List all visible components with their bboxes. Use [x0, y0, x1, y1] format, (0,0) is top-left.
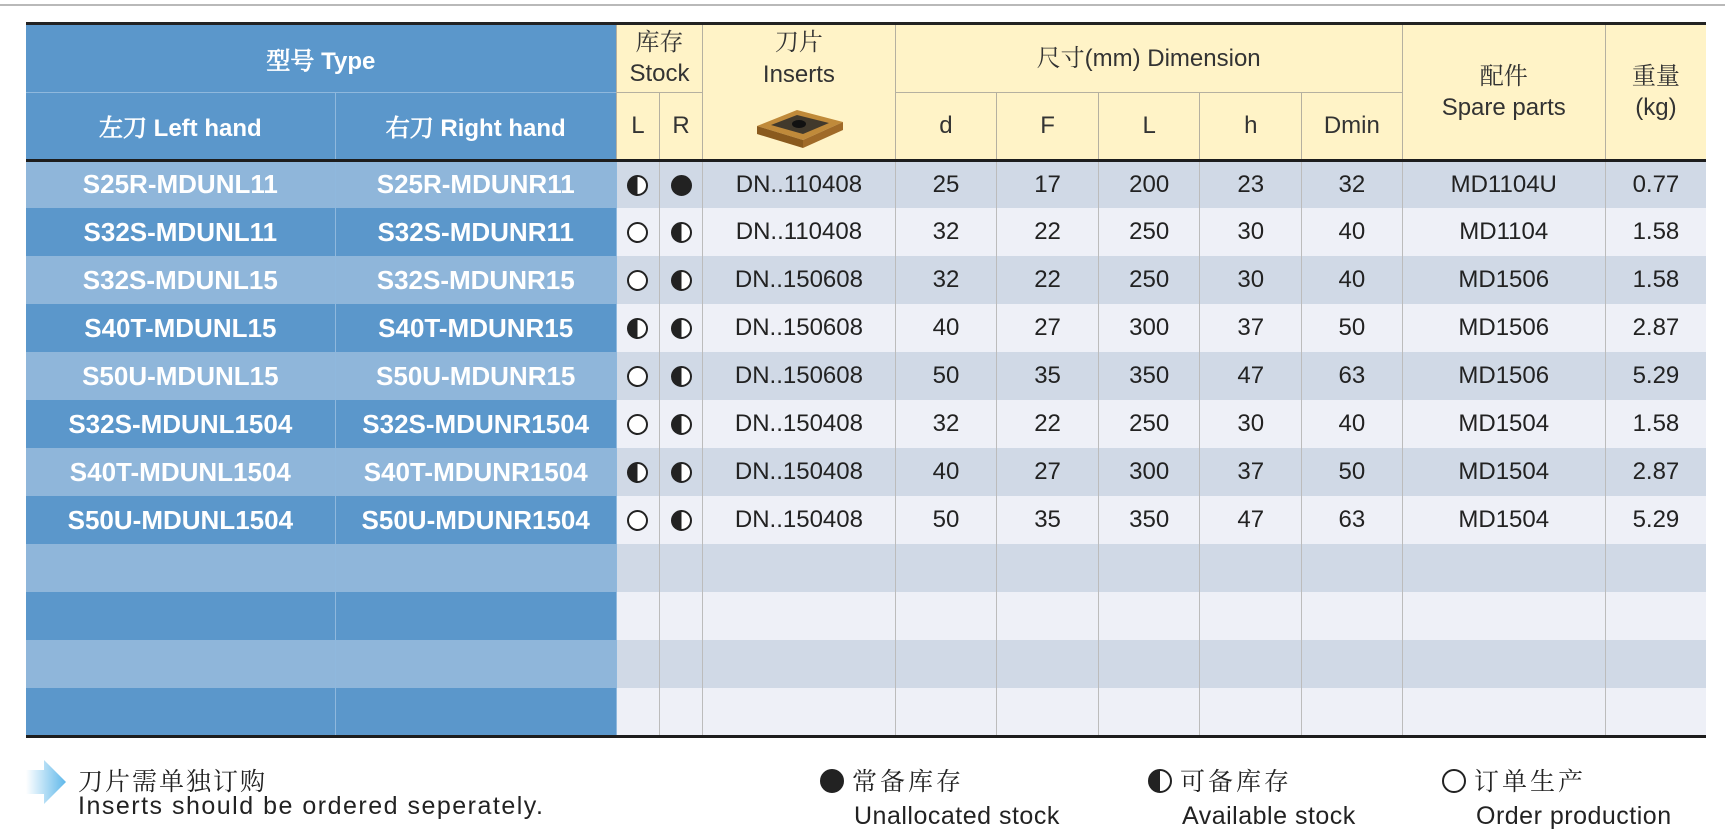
- spare-part-cell: MD1504: [1402, 496, 1605, 544]
- dim-dmin-cell: [1302, 592, 1403, 640]
- dim-l-cell: 250: [1098, 256, 1200, 304]
- spare-parts-header: [1402, 25, 1605, 160]
- spare-part-cell: MD1504: [1402, 400, 1605, 448]
- dim-l-cell: 250: [1098, 208, 1200, 256]
- dim-h-cell: [1200, 592, 1302, 640]
- stock-l-cell: [616, 256, 659, 304]
- stock-l-cell: [616, 688, 659, 736]
- left-hand-cell: S32S-MDUNL1504: [26, 400, 335, 448]
- half-circle-icon: [627, 462, 648, 483]
- stock-r-cell: [659, 352, 702, 400]
- dim-f-cell: [997, 640, 1099, 688]
- dim-l-cell: [1098, 688, 1200, 736]
- spare-part-cell: MD1104U: [1402, 160, 1605, 208]
- weight-cell: [1605, 688, 1706, 736]
- dim-f-cell: 35: [997, 496, 1099, 544]
- dim-dmin-cell: [1302, 688, 1403, 736]
- dim-f-cell: [997, 688, 1099, 736]
- insert-cell: DN..150608: [703, 256, 895, 304]
- right-hand-cell: [335, 592, 616, 640]
- full-circle-icon: [820, 769, 844, 793]
- spare-parts-header-cn: 配件: [1479, 62, 1528, 90]
- right-hand-cell: [335, 688, 616, 736]
- half-circle-icon: [671, 222, 692, 243]
- legend-cn: 可备库存: [1180, 767, 1293, 796]
- stock-header-cn: 库存: [635, 29, 684, 57]
- half-circle-icon: [671, 366, 692, 387]
- stock-l-cell: [616, 352, 659, 400]
- dim-f-cell: 22: [997, 208, 1099, 256]
- dim-l-cell: 200: [1098, 160, 1200, 208]
- weight-cell: 1.58: [1605, 256, 1706, 304]
- weight-cell: 2.87: [1605, 304, 1706, 352]
- insert-cell: DN..150408: [703, 400, 895, 448]
- table-row: [26, 160, 1706, 208]
- right-hand-cell: S50U-MDUNR1504: [335, 496, 616, 544]
- table-row: [26, 304, 1706, 352]
- stock-l-cell: [616, 640, 659, 688]
- inserts-header-en: Inserts: [762, 60, 835, 88]
- legend-available: [1148, 762, 1356, 831]
- dim-f-cell: [997, 544, 1099, 592]
- dim-h-cell: 30: [1200, 208, 1302, 256]
- weight-header-unit: (kg): [1635, 93, 1677, 121]
- dim-d-cell: 50: [895, 352, 997, 400]
- dim-d-cell: [895, 688, 997, 736]
- stock-r-cell: [659, 256, 702, 304]
- empty-circle-icon: [627, 510, 648, 531]
- legend-cn: 订单生产: [1474, 767, 1587, 796]
- dim-f-cell: 27: [997, 448, 1099, 496]
- insert-cell: [703, 640, 895, 688]
- left-hand-cell: S25R-MDUNL11: [26, 160, 335, 208]
- table-row: [26, 208, 1706, 256]
- dim-d-cell: [895, 640, 997, 688]
- weight-cell: [1605, 640, 1706, 688]
- half-circle-icon: [671, 270, 692, 291]
- half-circle-icon: [627, 175, 648, 196]
- spare-part-cell: MD1104: [1402, 208, 1605, 256]
- legend-en: Available stock: [1182, 802, 1356, 830]
- weight-cell: 5.29: [1605, 496, 1706, 544]
- weight-header-cn: 重量: [1631, 62, 1680, 90]
- right-hand-cell: [335, 640, 616, 688]
- stock-l-header: L: [616, 92, 659, 160]
- table-row: [26, 496, 1706, 544]
- dim-d-cell: 32: [895, 256, 997, 304]
- weight-cell: 5.29: [1605, 352, 1706, 400]
- right-hand-header: 右刀 Right hand: [335, 92, 616, 160]
- right-hand-cell: [335, 544, 616, 592]
- stock-r-cell: [659, 448, 702, 496]
- stock-r-cell: [659, 496, 702, 544]
- left-hand-cell: [26, 592, 335, 640]
- dimension-header: 尺寸(mm) Dimension: [895, 25, 1402, 92]
- dim-d-cell: 40: [895, 448, 997, 496]
- stock-l-cell: [616, 592, 659, 640]
- legend-en: Order production: [1476, 802, 1672, 830]
- stock-header: [616, 25, 702, 92]
- dim-l-cell: 300: [1098, 448, 1200, 496]
- dim-h-cell: [1200, 640, 1302, 688]
- legend-en: Unallocated stock: [854, 802, 1060, 830]
- half-circle-icon: [671, 510, 692, 531]
- weight-header: [1605, 25, 1706, 160]
- left-hand-cell: S40T-MDUNL1504: [26, 448, 335, 496]
- spare-parts-header-en: Spare parts: [1441, 93, 1566, 121]
- insert-cell: [703, 592, 895, 640]
- legend-unallocated: [820, 762, 1060, 831]
- table-row: [26, 352, 1706, 400]
- spare-part-cell: MD1506: [1402, 352, 1605, 400]
- stock-r-cell: [659, 160, 702, 208]
- dim-l-cell: [1098, 592, 1200, 640]
- dim-f-cell: 27: [997, 304, 1099, 352]
- stock-l-cell: [616, 496, 659, 544]
- half-circle-icon: [671, 414, 692, 435]
- type-header: 型号 Type: [26, 25, 616, 92]
- dim-f-cell: 35: [997, 352, 1099, 400]
- left-hand-cell: [26, 640, 335, 688]
- half-circle-icon: [1148, 769, 1172, 793]
- dim-l-header: L: [1098, 92, 1200, 160]
- stock-r-cell: [659, 640, 702, 688]
- spare-part-cell: [1402, 688, 1605, 736]
- dim-d-cell: 32: [895, 208, 997, 256]
- stock-r-header: R: [659, 92, 702, 160]
- insert-photo-icon: [751, 106, 847, 150]
- arrow-right-icon: [26, 760, 68, 804]
- dim-l-cell: 250: [1098, 400, 1200, 448]
- dim-d-cell: [895, 592, 997, 640]
- half-circle-icon: [671, 462, 692, 483]
- right-hand-cell: S40T-MDUNR1504: [335, 448, 616, 496]
- dim-dmin-cell: 63: [1302, 352, 1403, 400]
- left-hand-cell: S50U-MDUNL1504: [26, 496, 335, 544]
- weight-cell: 1.58: [1605, 208, 1706, 256]
- dim-dmin-cell: [1302, 544, 1403, 592]
- left-hand-cell: S32S-MDUNL15: [26, 256, 335, 304]
- dim-h-cell: 37: [1200, 304, 1302, 352]
- insert-cell: DN..110408: [703, 160, 895, 208]
- table-row: [26, 448, 1706, 496]
- stock-r-cell: [659, 544, 702, 592]
- dim-h-cell: 37: [1200, 448, 1302, 496]
- dim-h-cell: 23: [1200, 160, 1302, 208]
- spare-part-cell: MD1504: [1402, 448, 1605, 496]
- left-hand-cell: S32S-MDUNL11: [26, 208, 335, 256]
- right-hand-cell: S50U-MDUNR15: [335, 352, 616, 400]
- dim-l-cell: 300: [1098, 304, 1200, 352]
- dim-f-cell: 22: [997, 400, 1099, 448]
- weight-cell: [1605, 592, 1706, 640]
- insert-cell: [703, 544, 895, 592]
- right-hand-cell: S25R-MDUNR11: [335, 160, 616, 208]
- note-en: Inserts should be ordered seperately.: [78, 792, 545, 820]
- weight-cell: 1.58: [1605, 400, 1706, 448]
- spare-part-cell: MD1506: [1402, 256, 1605, 304]
- spare-part-cell: [1402, 544, 1605, 592]
- dim-dmin-cell: 63: [1302, 496, 1403, 544]
- right-hand-cell: S32S-MDUNR1504: [335, 400, 616, 448]
- dim-d-cell: 25: [895, 160, 997, 208]
- dim-h-cell: [1200, 688, 1302, 736]
- stock-l-cell: [616, 400, 659, 448]
- table-row: [26, 640, 1706, 688]
- dim-h-cell: 30: [1200, 256, 1302, 304]
- stock-l-cell: [616, 208, 659, 256]
- dim-l-cell: [1098, 640, 1200, 688]
- dim-dmin-cell: 32: [1302, 160, 1403, 208]
- right-hand-cell: S40T-MDUNR15: [335, 304, 616, 352]
- dim-l-cell: [1098, 544, 1200, 592]
- table-row: [26, 688, 1706, 736]
- left-hand-cell: [26, 688, 335, 736]
- note-cn: 刀片需单独订购: [78, 767, 268, 796]
- stock-l-cell: [616, 448, 659, 496]
- empty-circle-icon: [627, 414, 648, 435]
- dim-dmin-cell: 40: [1302, 400, 1403, 448]
- empty-circle-icon: [627, 222, 648, 243]
- full-circle-icon: [671, 175, 692, 196]
- dim-dmin-cell: 40: [1302, 256, 1403, 304]
- left-hand-cell: S50U-MDUNL15: [26, 352, 335, 400]
- weight-cell: 2.87: [1605, 448, 1706, 496]
- insert-image-cell: [703, 92, 895, 160]
- dim-d-cell: 32: [895, 400, 997, 448]
- weight-cell: [1605, 544, 1706, 592]
- dim-d-header: d: [895, 92, 997, 160]
- dim-dmin-cell: 40: [1302, 208, 1403, 256]
- table-row: [26, 400, 1706, 448]
- insert-cell: DN..150408: [703, 496, 895, 544]
- legend-order: [1442, 762, 1672, 831]
- dim-h-cell: 47: [1200, 352, 1302, 400]
- stock-r-cell: [659, 400, 702, 448]
- dim-h-cell: [1200, 544, 1302, 592]
- dim-dmin-cell: 50: [1302, 448, 1403, 496]
- insert-cell: DN..150608: [703, 304, 895, 352]
- dim-f-cell: 22: [997, 256, 1099, 304]
- half-circle-icon: [671, 318, 692, 339]
- table-row: [26, 592, 1706, 640]
- legend-cn: 常备库存: [852, 767, 965, 796]
- stock-r-cell: [659, 208, 702, 256]
- empty-circle-icon: [627, 366, 648, 387]
- empty-circle-icon: [1442, 769, 1466, 793]
- dim-d-cell: 50: [895, 496, 997, 544]
- spare-part-cell: MD1506: [1402, 304, 1605, 352]
- insert-cell: DN..150408: [703, 448, 895, 496]
- dim-l-cell: 350: [1098, 496, 1200, 544]
- dim-dmin-cell: 50: [1302, 304, 1403, 352]
- insert-cell: [703, 688, 895, 736]
- right-hand-cell: S32S-MDUNR15: [335, 256, 616, 304]
- left-hand-header: 左刀 Left hand: [26, 92, 335, 160]
- stock-r-cell: [659, 592, 702, 640]
- insert-cell: DN..150608: [703, 352, 895, 400]
- stock-l-cell: [616, 304, 659, 352]
- dim-h-header: h: [1200, 92, 1302, 160]
- stock-r-cell: [659, 688, 702, 736]
- table-row: [26, 256, 1706, 304]
- half-circle-icon: [627, 318, 648, 339]
- spare-part-cell: [1402, 592, 1605, 640]
- inserts-header: [703, 25, 895, 92]
- stock-header-en: Stock: [629, 60, 690, 88]
- spec-table: [26, 25, 1706, 738]
- dim-f-cell: [997, 592, 1099, 640]
- spare-part-cell: [1402, 640, 1605, 688]
- stock-l-cell: [616, 160, 659, 208]
- left-hand-cell: S40T-MDUNL15: [26, 304, 335, 352]
- table-row: [26, 544, 1706, 592]
- dim-d-cell: 40: [895, 304, 997, 352]
- weight-cell: 0.77: [1605, 160, 1706, 208]
- dim-l-cell: 350: [1098, 352, 1200, 400]
- stock-l-cell: [616, 544, 659, 592]
- insert-cell: DN..110408: [703, 208, 895, 256]
- dim-h-cell: 30: [1200, 400, 1302, 448]
- right-hand-cell: S32S-MDUNR11: [335, 208, 616, 256]
- footer: [0, 758, 1725, 838]
- top-rule-thin: [0, 4, 1725, 6]
- empty-circle-icon: [627, 270, 648, 291]
- dim-f-header: F: [997, 92, 1099, 160]
- dim-dmin-cell: [1302, 640, 1403, 688]
- inserts-header-cn: 刀片: [774, 29, 823, 57]
- dim-d-cell: [895, 544, 997, 592]
- dim-dmin-header: Dmin: [1302, 92, 1403, 160]
- dim-f-cell: 17: [997, 160, 1099, 208]
- left-hand-cell: [26, 544, 335, 592]
- stock-r-cell: [659, 304, 702, 352]
- dim-h-cell: 47: [1200, 496, 1302, 544]
